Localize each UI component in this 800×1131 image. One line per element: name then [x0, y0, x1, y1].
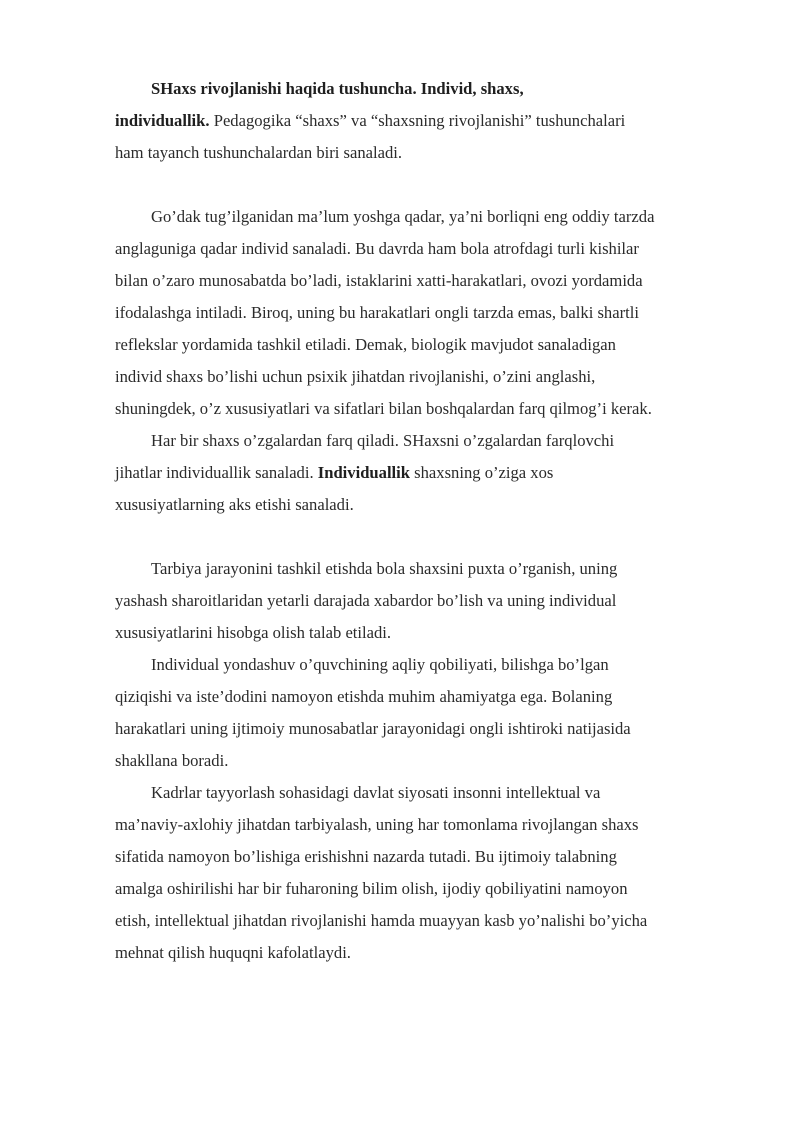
paragraph-line: anglaguniga qadar individ sanaladi. Bu davrda ham bola atrofdagi turli kishilar — [115, 239, 639, 258]
paragraph-line: Kadrlar tayyorlash sohasidagi davlat siyosati insonni intellektual va — [151, 783, 601, 802]
paragraph-intro — [115, 73, 735, 169]
paragraph-gap — [115, 521, 735, 553]
paragraph-individ — [115, 201, 735, 425]
paragraph-kadrlar — [115, 777, 735, 969]
paragraph-line: harakatlari uning ijtimoiy munosabatlar jarayonidagi ongli ishtiroki natijasida — [115, 719, 631, 738]
paragraph-line-mixed — [115, 457, 735, 489]
paragraph-line: etish, intellektual jihatdan rivojlanishi hamda muayyan kasb yo’nalishi bo’yicha — [115, 911, 648, 930]
paragraph-line: amalga oshirilishi har bir fuharoning bilim olish, ijodiy qobiliyatini namoyon — [115, 879, 628, 898]
paragraph-line: Go’dak tug’ilganidan ma’lum yoshga qadar, ya’ni borliqni eng oddiy tarzda — [151, 207, 655, 226]
paragraph-tarbiya — [115, 553, 735, 649]
paragraph-line: yashash sharoitlaridan yetarli darajada xabardor bo’lish va uning individual — [115, 591, 617, 610]
paragraph-line: ifodalashga intiladi. Biroq, uning bu harakatlari ongli tarzda emas, balki shartli — [115, 303, 639, 322]
paragraph-line: bilan o’zaro munosabatda bo’ladi, istaklarini xatti-harakatlari, ovozi yordamida — [115, 271, 643, 290]
paragraph-line: ma’naviy-axlohiy jihatdan tarbiyalash, uning har tomonlama rivojlangan shaxs — [115, 815, 639, 834]
paragraph-line: xususiyatlarini hisobga olish talab etiladi. — [115, 623, 392, 642]
paragraph-line: reflekslar yordamida tashkil etiladi. Demak, biologik mavjudot sanaladigan — [115, 335, 616, 354]
intro-line-2-text: Pedagogika “shaxs” va “shaxsning rivojlanishi” tushunchalari — [209, 111, 626, 130]
intro-title: SHaxs rivojlanishi haqida tushuncha. Individ, shaxs, — [151, 79, 524, 98]
paragraph-line: qiziqishi va iste’dodini namoyon etishda muhim ahamiyatga ega. Bolaning — [115, 687, 613, 706]
paragraph-line: sifatida namoyon bo’lishiga erishishni nazarda tutadi. Bu ijtimoiy talabning — [115, 847, 617, 866]
paragraph-line: mehnat qilish huquqni kafolatlaydi. — [115, 943, 351, 962]
paragraph-text: shaxsning o’ziga xos — [410, 463, 554, 482]
paragraph-line: Tarbiya jarayonini tashkil etishda bola shaxsini puxta o’rganish, uning — [151, 559, 618, 578]
paragraph-line: Individual yondashuv o’quvchining aqliy qobiliyati, bilishga bo’lgan — [151, 655, 609, 674]
paragraph-line: xususiyatlarning aks etishi sanaladi. — [115, 495, 354, 514]
paragraph-line: shuningdek, o’z xususiyatlari va sifatlari bilan boshqalardan farq qilmog’i kerak. — [115, 399, 652, 418]
paragraph-line: individ shaxs bo’lishi uchun psixik jihatdan rivojlanishi, o’zini anglashi, — [115, 367, 596, 386]
intro-title-term: individuallik. — [115, 111, 210, 130]
term-individuallik: Individuallik — [317, 463, 411, 482]
intro-line-2 — [115, 105, 735, 137]
paragraph-line: shakllana boradi. — [115, 751, 229, 770]
paragraph-yondashuv — [115, 649, 735, 777]
document-body — [115, 73, 735, 969]
paragraph-text: jihatlar individuallik sanaladi. — [115, 463, 318, 482]
paragraph-line: Har bir shaxs o’zgalardan farq qiladi. SHaxsni o’zgalardan farqlovchi — [151, 431, 615, 450]
paragraph-gap — [115, 169, 735, 201]
paragraph-individuallik — [115, 425, 735, 521]
intro-line-3: ham tayanch tushunchalardan biri sanaladi. — [115, 143, 403, 162]
intro-line-1 — [115, 73, 735, 105]
